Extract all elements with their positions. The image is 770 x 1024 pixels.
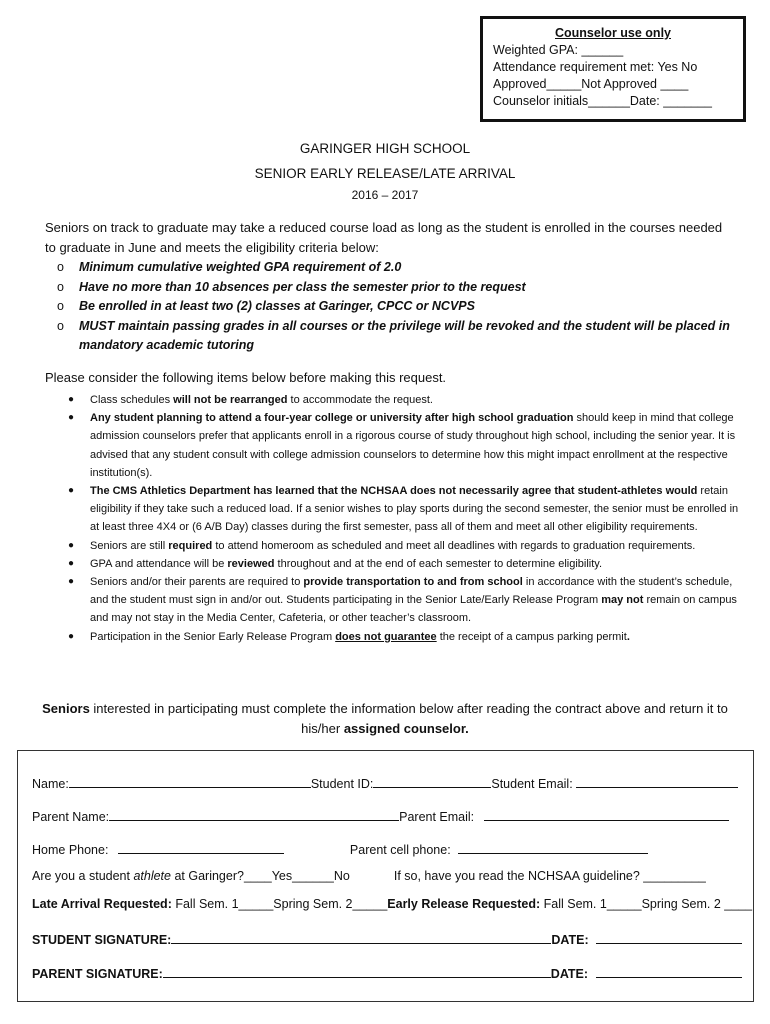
form-row-requests (32, 897, 752, 911)
closing-instructions (40, 699, 730, 739)
closing-emphasis: Seniors (42, 701, 90, 716)
student-id-label: Student ID: (310, 777, 374, 791)
list-item (68, 482, 740, 537)
parent-date-field[interactable] (596, 965, 742, 978)
home-phone-field[interactable] (118, 841, 284, 854)
form-row-athlete (32, 869, 706, 883)
form-row-parent (32, 808, 729, 824)
bullet-text: the receipt of a campus parking permit (436, 630, 627, 643)
bullet-emphasis: required (168, 539, 213, 552)
list-item (68, 391, 740, 409)
bullet-text: to accommodate the request. (287, 394, 433, 406)
criteria-item (57, 317, 737, 356)
bullet-text: throughout and at the end of each semester to determine eligibility. (274, 557, 603, 570)
counselor-use-box (480, 16, 746, 122)
criteria-item (57, 278, 737, 298)
criteria-text: Be enrolled in at least two (2) classes at Garinger, CPCC or NCVPS (79, 299, 475, 313)
parent-email-label: Parent Email: (399, 810, 475, 824)
bullet-icon: ● (68, 557, 75, 569)
bullet-icon: ● (68, 576, 75, 588)
bullet-text: . (626, 630, 630, 643)
bullet-emphasis: does not guarantee (335, 630, 437, 643)
circle-marker-icon: o (57, 260, 64, 274)
bullet-text: Participation in the Senior Early Release Program (90, 630, 336, 643)
student-signature-label: STUDENT SIGNATURE: (32, 933, 172, 947)
bullet-emphasis: The CMS Athletics Department has learned that the NCHSAA does not necessarily agree that student-athletes would (90, 485, 698, 498)
bullet-icon: ● (68, 412, 75, 424)
parent-signature-field[interactable] (163, 965, 551, 978)
bullet-emphasis: provide transportation to and from school (303, 576, 523, 589)
parent-name-label: Parent Name: (32, 810, 110, 824)
counselor-box-attendance: Attendance requirement met: Yes No (493, 60, 698, 74)
student-email-field[interactable] (576, 775, 738, 788)
student-id-field[interactable] (373, 775, 491, 788)
name-field[interactable] (69, 775, 311, 788)
enrollment-form (17, 750, 754, 1002)
parent-signature-label: PARENT SIGNATURE: (32, 967, 163, 981)
bullet-text: in accordance with the student’s schedule, and the student must sign in and/or out. Students participating in the Senior Late/Early Release Program (90, 576, 733, 607)
bullet-icon: ● (68, 630, 75, 642)
bullet-text: Seniors are still (90, 539, 169, 552)
bullet-text: to attend homeroom as scheduled and meet all deadlines with regards to graduation requirements. (212, 539, 696, 552)
criteria-item (57, 297, 737, 317)
considerations-list (68, 391, 740, 646)
circle-marker-icon: o (57, 318, 64, 333)
name-label: Name: (32, 777, 69, 791)
program-title: SENIOR EARLY RELEASE/LATE ARRIVAL (254, 166, 516, 181)
home-phone-label: Home Phone: (32, 843, 109, 857)
circle-marker-icon: o (57, 279, 64, 294)
bullet-emphasis: will not be rearranged (173, 394, 288, 406)
parent-cell-label: Parent cell phone: (349, 843, 451, 857)
list-item (68, 409, 740, 482)
bullet-icon: ● (68, 485, 75, 497)
circle-marker-icon: o (57, 299, 64, 313)
form-row-student (32, 775, 738, 791)
athlete-question-text: Are you a student (32, 869, 134, 883)
bullet-emphasis: Any student planning to attend a four-year college or university after high school graduation (90, 412, 574, 425)
bullet-icon: ● (68, 394, 75, 405)
criteria-text: Minimum cumulative weighted GPA requirement of 2.0 (79, 260, 402, 274)
bullet-text: GPA and attendance will be (90, 557, 228, 570)
school-year: 2016 – 2017 (351, 188, 419, 202)
parent-cell-field[interactable] (458, 841, 648, 854)
intro-paragraph: Seniors on track to graduate may take a reduced course load as long as the student is enrolled in the courses needed to graduate in June and meets the eligibility criteria below: (45, 220, 723, 255)
nchsaa-guideline-field[interactable]: If so, have you read the NCHSAA guideline? _________ (393, 869, 706, 883)
early-release-options[interactable]: Fall Sem. 1_____Spring Sem. 2 ____ (540, 897, 753, 911)
criteria-text: Have no more than 10 absences per class the semester prior to the request (79, 279, 526, 294)
bullet-emphasis: reviewed (227, 557, 275, 570)
criteria-text: MUST maintain passing grades in all courses or the privilege will be revoked and the student will be placed in mandatory academic tutoring (79, 318, 730, 352)
list-item (68, 573, 740, 628)
form-row-phones (32, 841, 648, 857)
bullet-emphasis: may not (601, 594, 644, 607)
student-date-label: DATE: (551, 933, 589, 947)
school-name: GARINGER HIGH SCHOOL (299, 141, 471, 156)
parent-name-field[interactable] (109, 808, 399, 821)
early-release-label: Early Release Requested: (387, 897, 541, 911)
criteria-list (57, 258, 737, 356)
form-row-student-signature (32, 931, 742, 947)
bullet-text: remain on campus and may not stay in the Media Center, Cafeteria, or other teacher’s classroom. (90, 594, 737, 625)
bullet-text: Seniors and/or their parents are required to (90, 576, 304, 589)
form-row-parent-signature (32, 965, 742, 981)
student-date-field[interactable] (596, 931, 742, 944)
bullet-text: should keep in mind that college admission counselors prefer that applicants enroll in a rigorous course of study throughout high school, including the senior year. It is advised that any student consult with college admission counselors to determine how this might impact enrollment at the respective institution(s). (90, 412, 736, 479)
parent-date-label: DATE: (550, 967, 589, 981)
list-item (68, 555, 740, 573)
bullet-icon: ● (68, 539, 75, 551)
student-email-label: Student Email: (491, 777, 573, 791)
list-item (68, 537, 740, 555)
closing-text: interested in participating must complete the information below after reading the contract above and return it to his/her (89, 701, 728, 736)
student-signature-field[interactable] (171, 931, 551, 944)
bullet-text: Class schedules (90, 394, 174, 406)
athlete-question-emphasis: athlete (133, 869, 171, 883)
counselor-box-title: Counselor use only (555, 26, 671, 40)
counselor-box-approval: Approved_____Not Approved ____ (493, 77, 689, 91)
parent-email-field[interactable] (484, 808, 729, 821)
late-arrival-options[interactable]: Fall Sem. 1_____Spring Sem. 2_____ (171, 897, 388, 911)
bullet-text: retain eligibility if they take such a reduced load. If a senior wishes to play sports during the second semester, the senior must be enrolled in at least three 4X4 or (6 A/B Day) classes during the first semester, pass all of them and meet all other eligibility requirements. (90, 485, 739, 534)
athlete-yes-no-field[interactable]: at Garinger?____Yes______No (170, 869, 350, 883)
closing-emphasis: assigned counselor. (343, 721, 469, 736)
counselor-box-initials: Counselor initials______Date: _______ (493, 94, 712, 108)
consider-heading: Please consider the following items below before making this request. (45, 370, 447, 385)
late-arrival-label: Late Arrival Requested: (32, 897, 172, 911)
counselor-box-gpa: Weighted GPA: ______ (493, 43, 624, 57)
criteria-item (57, 258, 737, 278)
list-item (68, 628, 740, 646)
